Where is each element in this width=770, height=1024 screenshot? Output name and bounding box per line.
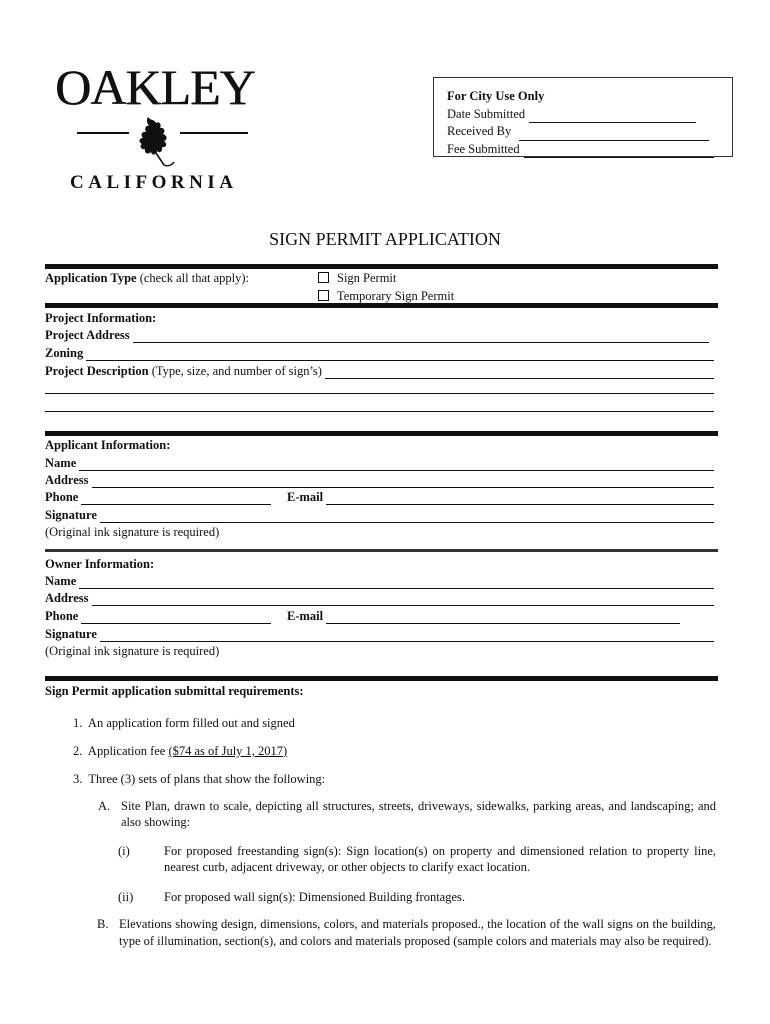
owner-name-field[interactable] bbox=[79, 577, 714, 589]
applicant-phone-row bbox=[45, 489, 271, 505]
fee-submitted-row bbox=[447, 141, 732, 159]
received-by-field[interactable] bbox=[519, 128, 709, 141]
date-submitted-field[interactable] bbox=[529, 110, 696, 123]
owner-name-label: Name bbox=[45, 574, 77, 588]
applicant-address-row bbox=[45, 472, 714, 488]
owner-address-label: Address bbox=[45, 591, 89, 605]
applicant-signature-row bbox=[45, 507, 714, 523]
owner-phone-field[interactable] bbox=[81, 612, 271, 624]
applicant-phone-label: Phone bbox=[45, 490, 79, 504]
owner-phone-label: Phone bbox=[45, 609, 79, 623]
temporary-sign-permit-checkbox[interactable] bbox=[318, 290, 329, 301]
oak-leaf-icon bbox=[118, 113, 190, 171]
requirement-ii-label: (ii) bbox=[118, 890, 134, 904]
project-description-label: Project Description (Type, size, and number of sign’s) bbox=[45, 364, 322, 378]
received-by-label: Received By bbox=[447, 124, 512, 138]
divider bbox=[45, 549, 718, 552]
applicant-name-row bbox=[45, 455, 714, 471]
owner-signature-field[interactable] bbox=[100, 630, 714, 642]
requirement-i-label: (i) bbox=[118, 844, 130, 858]
project-description-row bbox=[45, 363, 714, 379]
requirement-b-label: B. bbox=[97, 917, 109, 931]
project-info-heading: Project Information: bbox=[45, 311, 157, 325]
owner-address-row bbox=[45, 590, 714, 606]
divider bbox=[45, 676, 718, 681]
owner-signature-row bbox=[45, 626, 714, 642]
requirement-b-text: Elevations showing design, dimensions, colors, and materials proposed., the location of the wall signs on the building, type of illumination, section(s), and colors and materials proposed (sample colors and materials may also be required). bbox=[119, 917, 716, 948]
applicant-address-label: Address bbox=[45, 473, 89, 487]
requirement-2: 2. Application fee ($74 as of July 1, 2017) bbox=[73, 744, 288, 758]
requirements-heading: Sign Permit application submittal requirements: bbox=[45, 684, 304, 698]
requirement-ii-text: For proposed wall sign(s): Dimensioned Building frontages. bbox=[164, 890, 466, 904]
sign-permit-option[interactable]: Sign Permit bbox=[318, 270, 396, 286]
application-fee-amount: ($74 as of July 1, 2017) bbox=[168, 744, 288, 758]
temporary-sign-permit-option[interactable]: Temporary Sign Permit bbox=[318, 288, 454, 304]
owner-phone-row bbox=[45, 608, 271, 624]
owner-signature-note: (Original ink signature is required) bbox=[45, 644, 220, 658]
owner-email-field[interactable] bbox=[326, 612, 680, 624]
applicant-email-field[interactable] bbox=[326, 493, 714, 505]
requirement-a-label: A. bbox=[98, 799, 111, 813]
zoning-row bbox=[45, 345, 714, 361]
applicant-phone-field[interactable] bbox=[81, 493, 271, 505]
form-title: SIGN PERMIT APPLICATION bbox=[269, 229, 501, 249]
sign-permit-checkbox[interactable] bbox=[318, 272, 329, 283]
received-by-row bbox=[447, 123, 732, 141]
project-address-row bbox=[45, 327, 709, 343]
date-submitted-label: Date Submitted bbox=[447, 106, 526, 121]
requirement-3: 3. Three (3) sets of plans that show the following: bbox=[73, 772, 326, 786]
divider bbox=[45, 431, 718, 436]
owner-info-heading: Owner Information: bbox=[45, 557, 155, 571]
applicant-email-label: E-mail bbox=[287, 490, 324, 504]
applicant-address-field[interactable] bbox=[92, 476, 714, 488]
project-description-line-3[interactable] bbox=[45, 411, 714, 412]
logo-subtitle: CALIFORNIA bbox=[70, 172, 238, 193]
project-address-label: Project Address bbox=[45, 328, 130, 342]
owner-name-row bbox=[45, 573, 714, 589]
city-use-box bbox=[433, 77, 733, 157]
owner-email-row bbox=[287, 608, 680, 624]
zoning-label: Zoning bbox=[45, 346, 84, 360]
applicant-signature-label: Signature bbox=[45, 508, 97, 522]
applicant-email-row bbox=[287, 489, 714, 505]
requirement-i-text: For proposed freestanding sign(s): Sign location(s) on property and dimensioned relation to property line, nearest curb, adjacent driveway, or other objects to clarify exact location. bbox=[164, 844, 716, 874]
application-type-label: Application Type (check all that apply): bbox=[45, 271, 250, 285]
applicant-signature-note: (Original ink signature is required) bbox=[45, 525, 220, 539]
project-description-field[interactable] bbox=[325, 367, 714, 379]
requirement-a-text: Site Plan, drawn to scale, depicting all structures, streets, driveways, sidewalks, parking areas, and landscaping; and also showing: bbox=[121, 799, 716, 829]
zoning-field[interactable] bbox=[86, 349, 714, 361]
applicant-signature-field[interactable] bbox=[100, 511, 714, 523]
fee-submitted-label: Fee Submitted bbox=[447, 141, 520, 156]
divider bbox=[45, 303, 718, 308]
applicant-info-heading: Applicant Information: bbox=[45, 438, 171, 452]
project-description-line-2[interactable] bbox=[45, 393, 714, 394]
owner-address-field[interactable] bbox=[92, 594, 714, 606]
applicant-name-field[interactable] bbox=[79, 459, 714, 471]
logo-title: OAKLEY bbox=[55, 59, 255, 115]
requirement-1: 1. An application form filled out and signed bbox=[73, 716, 295, 730]
logo-rule-right bbox=[180, 132, 248, 134]
project-address-field[interactable] bbox=[133, 331, 709, 343]
owner-signature-label: Signature bbox=[45, 627, 97, 641]
date-submitted-row bbox=[447, 106, 732, 124]
city-use-heading: For City Use Only bbox=[447, 89, 545, 103]
divider bbox=[45, 264, 718, 269]
fee-submitted-field[interactable] bbox=[524, 145, 714, 158]
owner-email-label: E-mail bbox=[287, 609, 324, 623]
applicant-name-label: Name bbox=[45, 456, 77, 470]
